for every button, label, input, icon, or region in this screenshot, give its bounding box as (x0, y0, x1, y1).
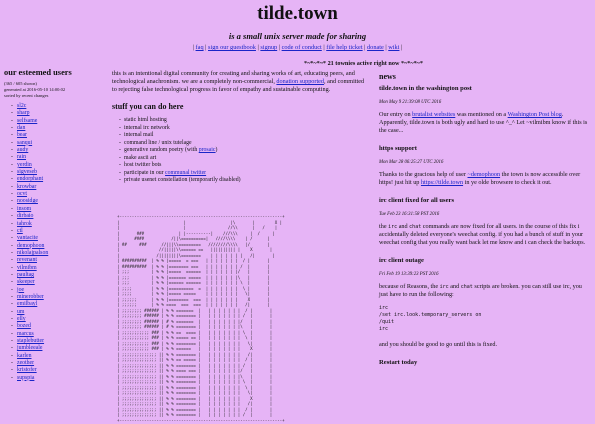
user-list-item (4, 338, 104, 345)
nav-sep: | (399, 44, 403, 51)
stuff-item-text: internal irc network (124, 124, 170, 131)
user-list-item (4, 110, 104, 117)
user-list-item (4, 294, 104, 301)
users-sort-order: sorted by recent changes (4, 93, 49, 98)
nav-sep: | (192, 44, 196, 51)
news-text: commands are now fixed for all users. in the course of this fix i accidentally deleted everyone's weechat config. if you had a bunch of stuff in your weechat config that you really want back let me know and i can check the backups. (379, 223, 586, 246)
news-body (379, 283, 591, 299)
active-users-banner: *~*~*~* 21 townies active right now *~*~*~* (304, 60, 423, 67)
chat-command: chat (409, 224, 422, 230)
nav-sep: | (255, 44, 261, 51)
top-nav (0, 44, 595, 51)
user-list-item (4, 353, 104, 360)
user-list-item (4, 323, 104, 330)
user-link[interactable]: selfsame (17, 117, 38, 124)
user-link[interactable]: krowbar (17, 183, 37, 190)
user-list-item (4, 206, 104, 213)
news-text: the (379, 223, 389, 230)
user-link[interactable]: staplebutter (17, 338, 45, 344)
user-link[interactable]: karlen (17, 352, 32, 359)
news-body (379, 223, 591, 247)
news-date: Mon Mar 28 06:25:27 UTC 2016 (379, 160, 444, 165)
stuff-item (119, 162, 369, 170)
stuff-item-text: host twitter bots (124, 162, 162, 168)
nav-wiki-link[interactable]: wiki (388, 44, 400, 51)
user-link[interactable]: ctl (17, 227, 23, 234)
user-link[interactable]: sl2c (17, 103, 27, 109)
user-list-item (4, 265, 104, 272)
users-sidebar (4, 68, 104, 382)
user-list-item (4, 132, 104, 139)
user-list-item (4, 140, 104, 147)
user-link[interactable]: noosidge (17, 198, 38, 205)
irc-command: irc (388, 224, 398, 230)
nav-code-of-conduct-link[interactable]: code of conduct (281, 44, 322, 51)
https-tilde-town-link[interactable]: https://tilde.town (420, 179, 464, 186)
tagline: is a small unix server made for sharing (228, 31, 367, 41)
user-list-item (4, 243, 104, 250)
user-link[interactable]: bozed (17, 323, 31, 330)
stuff-item (119, 117, 369, 125)
news-item (379, 257, 591, 349)
user-link[interactable]: bear (17, 132, 27, 139)
nav-sep: | (203, 44, 209, 51)
user-list-item (4, 331, 104, 338)
stuff-item-text: command line / unix tutelage (124, 139, 192, 146)
news-text: was mentioned on a (455, 111, 508, 118)
user-link[interactable]: sharp (17, 110, 30, 117)
user-list-item (4, 176, 104, 183)
stuff-item (119, 125, 369, 133)
news-text: because of Reasons, the (379, 283, 440, 290)
user-link[interactable]: revenant (17, 257, 37, 264)
user-link[interactable]: nikolajpalson (17, 249, 49, 256)
user-list-item (4, 228, 104, 235)
news-column (379, 68, 591, 374)
stuff-item (119, 170, 369, 178)
user-list-item (4, 213, 104, 220)
user-list-item (4, 184, 104, 191)
washington-post-link[interactable]: Washington Post blog (507, 111, 562, 118)
user-list-item (4, 279, 104, 286)
news-item (379, 359, 591, 366)
ascii-art-town: +------------------------------------------------------------------+ | | |\ | X | | | //\\ | / | | ### | |----------| ///\\\ | / | | #### /||\==========| ////\\\\ | / | | ## ### //|||\\========= ////////\\\\ |/ | | //|||||\\====== == |||||||||| | X | | /||||||||\======== | | | | | | | /| | | ########## | % % |===== = === | | | | | | | / | | | ########## | % % |======== === | | | | | | | / | | | ;;; | % % |===== ====== | | | | | | |/ | | | ;;; | % % |======= ===== | | | | | | |\ | | | ;;; | % % |====== ====== | | | | | | | \ | | | ;;;; | % % |========== = | | | | | | | \ | | | ;;;; | % % |===== ===== | | | | | | | \| | | ;;;;;; | % % |======== === | | | | | | | X | | ;;;;;; | % % ==== === === | | | | | | | /| | | ;;;;;;;; ###### | % % ======= | | | | | | | | / | | | ;;;;;;;; ###### | % % ======== | | | | | | | | / | | | ;;;;;;;; ###### | # % ======= | | | | | | | |/ | | | ;;;;;;;; ###### | # % ======== | | | | | | | |\ | | | ;;;;;;;;;;; ### | % % == ==== | | | | | | | | \ | | | ;;;;;;;;;;; ### | % % ===== == | | | | | | | | \ | | | ;;;;;;;;;;; ### | % % ======== | | | | | | | | \| | | ;;;;;;;;;;; ### | % % ====== | | | | | | | | X | | ;;;;;;;;;;;;;; || % % ======== | | | | | | | | /| | | ;;;;;;;;;;;;;; || % % == ===== | | | | | | | | / | | | ;;;;;;;;;;;;;; || % % ======== | | | | | | | | / | | | ;;;;;;;;;;;;;; || % % ==== === | | | | | | | |/ | | | ;;;;;;;;;;;;;; || % % ======== | | | | | | | |\ | | | ;;;;;;;;;;;;;; || % % ======== | | | | | | | | \ | | | ;;;;;;;;;;;;;; || % % ======== | | | | | | | | \ | | | ;;;;;;;;;;;;;; || % % ======== | | | | | | | | \| | | ;;;;;;;;;;;;;; || % % ======== | | | | | | | | X | | ;;;;;;;;;;;;;; || % % ======== | | | | | | | | /| | | ;;;;;;;;;;;;;; || % % ======== | | | | | | | | / | | | ;;;;;;;;;;;;;; || % % ======== | | | | | | | | / | | +------------------------------------------------------------------+ (117, 214, 285, 423)
news-text: and (448, 283, 461, 290)
news-text: the town is now accessible over https! just hit up (379, 171, 581, 186)
nav-guestbook-link[interactable]: sign our guestbook (208, 44, 256, 51)
news-body: and you should be good to go until this is fixed. (379, 341, 498, 348)
user-list-item (4, 162, 104, 169)
user-list-item (4, 221, 104, 228)
user-list-item (4, 367, 104, 374)
user-link[interactable]: vilmibm (17, 264, 37, 271)
user-link[interactable]: rain (17, 154, 27, 161)
user-list (4, 103, 104, 382)
irc-workaround-commands: irc /set irc.look.temporary_servers on /quit irc (379, 305, 482, 332)
user-list-item (4, 375, 104, 382)
news-item (379, 197, 591, 247)
stuff-item-text: internal mail (124, 132, 154, 138)
site-title: tilde.town (257, 3, 338, 24)
user-link[interactable]: supspia (17, 374, 35, 381)
news-text: and (397, 223, 410, 230)
user-link[interactable]: kristofer (17, 367, 37, 374)
news-body (379, 171, 591, 187)
news-item (379, 145, 591, 187)
nav-sep: | (383, 44, 389, 51)
stuff-item-text: participate in our (124, 169, 166, 176)
news-title: tilde.town in the washington post (379, 85, 472, 92)
stuff-item (119, 177, 369, 185)
user-link[interactable]: tahrok (17, 220, 32, 227)
intro-text (112, 70, 369, 94)
user-link[interactable]: dirbaio (17, 213, 34, 220)
user-link[interactable]: vantacite (17, 235, 38, 242)
user-link[interactable]: joe (17, 286, 25, 293)
stuff-heading: stuff you can do here (112, 102, 184, 111)
user-list-item (4, 235, 104, 242)
stuff-item (119, 155, 369, 163)
news-date: Tue Feb 23 16:31:58 PST 2016 (379, 212, 440, 217)
intro-text-before: this is an intentional digital community for creating and sharing works of art, educating peers, and technological anachronism. we are a completely non-commercial, (112, 70, 355, 85)
news-text: scripts are broken. you can still use irc, you just have to run the following: (379, 283, 582, 298)
stuff-item-link[interactable]: communal twitter (165, 169, 207, 176)
news-text: in ye olde browsere to check it out. (463, 179, 552, 186)
demophoon-link[interactable]: ~demophoon (467, 171, 501, 178)
user-list-item (4, 257, 104, 264)
user-link[interactable]: jumbleeale (17, 345, 43, 352)
user-list-item (4, 169, 104, 176)
irc-command: irc (439, 284, 449, 290)
user-list-item (4, 118, 104, 125)
stuff-item (119, 132, 369, 140)
user-link[interactable]: dan (17, 125, 26, 132)
users-shown-count: (365 / 605 shown) (4, 81, 37, 86)
user-list-item (4, 250, 104, 257)
stuff-item-text: static html hosting (124, 117, 167, 123)
chat-command: chat (460, 284, 473, 290)
user-link[interactable]: minerobber (17, 293, 44, 300)
user-list-item (4, 147, 104, 154)
main-column (112, 68, 369, 423)
user-link[interactable]: endorphant (17, 176, 44, 183)
user-list-item (4, 272, 104, 279)
user-link[interactable]: demophoon (17, 242, 45, 249)
user-list-item (4, 125, 104, 132)
news-title: irc client fixed for all users (379, 197, 455, 204)
user-list-item (4, 191, 104, 198)
stuff-item-text: make ascii art (124, 154, 157, 161)
user-link[interactable]: yerdin (17, 161, 32, 168)
news-title: https support (379, 145, 417, 152)
news-text: Thanks to the gracious help of user (379, 171, 468, 178)
user-list-item (4, 154, 104, 161)
stuff-item (119, 147, 369, 155)
stuff-item (119, 140, 369, 148)
stuff-item-link[interactable]: prosaic (198, 147, 216, 153)
stuff-item-text: private usenet constellation (temporarily disabled) (124, 177, 241, 183)
nav-signup-link[interactable]: signup (260, 44, 278, 51)
user-link[interactable]: sigveseb (17, 169, 37, 176)
intro-text-after: , and committed to rejecting false technological progress in favor of empathy and sustainable computing. (112, 78, 365, 93)
user-list-item (4, 345, 104, 352)
users-meta (4, 81, 104, 99)
user-list-item (4, 287, 104, 294)
user-link[interactable]: ocvt (17, 191, 27, 198)
news-item (379, 85, 591, 135)
user-link[interactable]: zeother (17, 360, 35, 367)
brutalist-websites-link[interactable]: brutalist websites (412, 111, 456, 118)
nav-sep: | (277, 44, 282, 51)
news-date: Mon May 9 21:39:08 UTC 2016 (379, 100, 442, 105)
users-generated-at: generated at 2016-05-10 14:00:02 (4, 87, 66, 92)
stuff-item-text: generative random poetry (with (124, 147, 199, 153)
user-link[interactable]: elly (17, 315, 26, 322)
nav-faq-link[interactable]: faq (195, 44, 204, 51)
user-link[interactable]: audy (17, 147, 29, 154)
user-list-item (4, 198, 104, 205)
user-link[interactable]: marcus (17, 330, 34, 337)
news-heading: news (379, 72, 396, 81)
stuff-item-text-after: ) (215, 147, 218, 153)
stuff-list (112, 117, 369, 185)
user-link[interactable]: skeeper (17, 279, 35, 286)
user-list-item (4, 103, 104, 110)
news-title: Restart today (379, 359, 418, 366)
nav-sep: | (362, 44, 368, 51)
user-link[interactable]: insom (17, 205, 32, 212)
nav-sep: | (321, 44, 327, 51)
news-body (379, 111, 591, 135)
user-list-item (4, 316, 104, 323)
news-title: irc client outage (379, 257, 424, 264)
nav-help-ticket-link[interactable]: file help ticket (326, 44, 363, 51)
nav-donate-link[interactable]: donate (367, 44, 384, 51)
user-link[interactable]: sanqui (17, 139, 33, 146)
donation-link[interactable]: donation supported (276, 78, 325, 85)
user-list-item (4, 309, 104, 316)
news-text: Our entry on (379, 111, 413, 118)
user-link[interactable]: um (17, 308, 25, 315)
user-list-item (4, 301, 104, 308)
users-heading: our esteemed users (4, 68, 72, 77)
user-link[interactable]: paultag (17, 271, 35, 278)
user-link[interactable]: emilbayl (17, 301, 38, 308)
news-text: . Apparently, tilde.town is both ugly and hard to use ^_^ Let ~vilmibm know if this is the case... (379, 111, 588, 134)
news-date: Fri Feb 19 13:39:23 PST 2016 (379, 272, 439, 277)
